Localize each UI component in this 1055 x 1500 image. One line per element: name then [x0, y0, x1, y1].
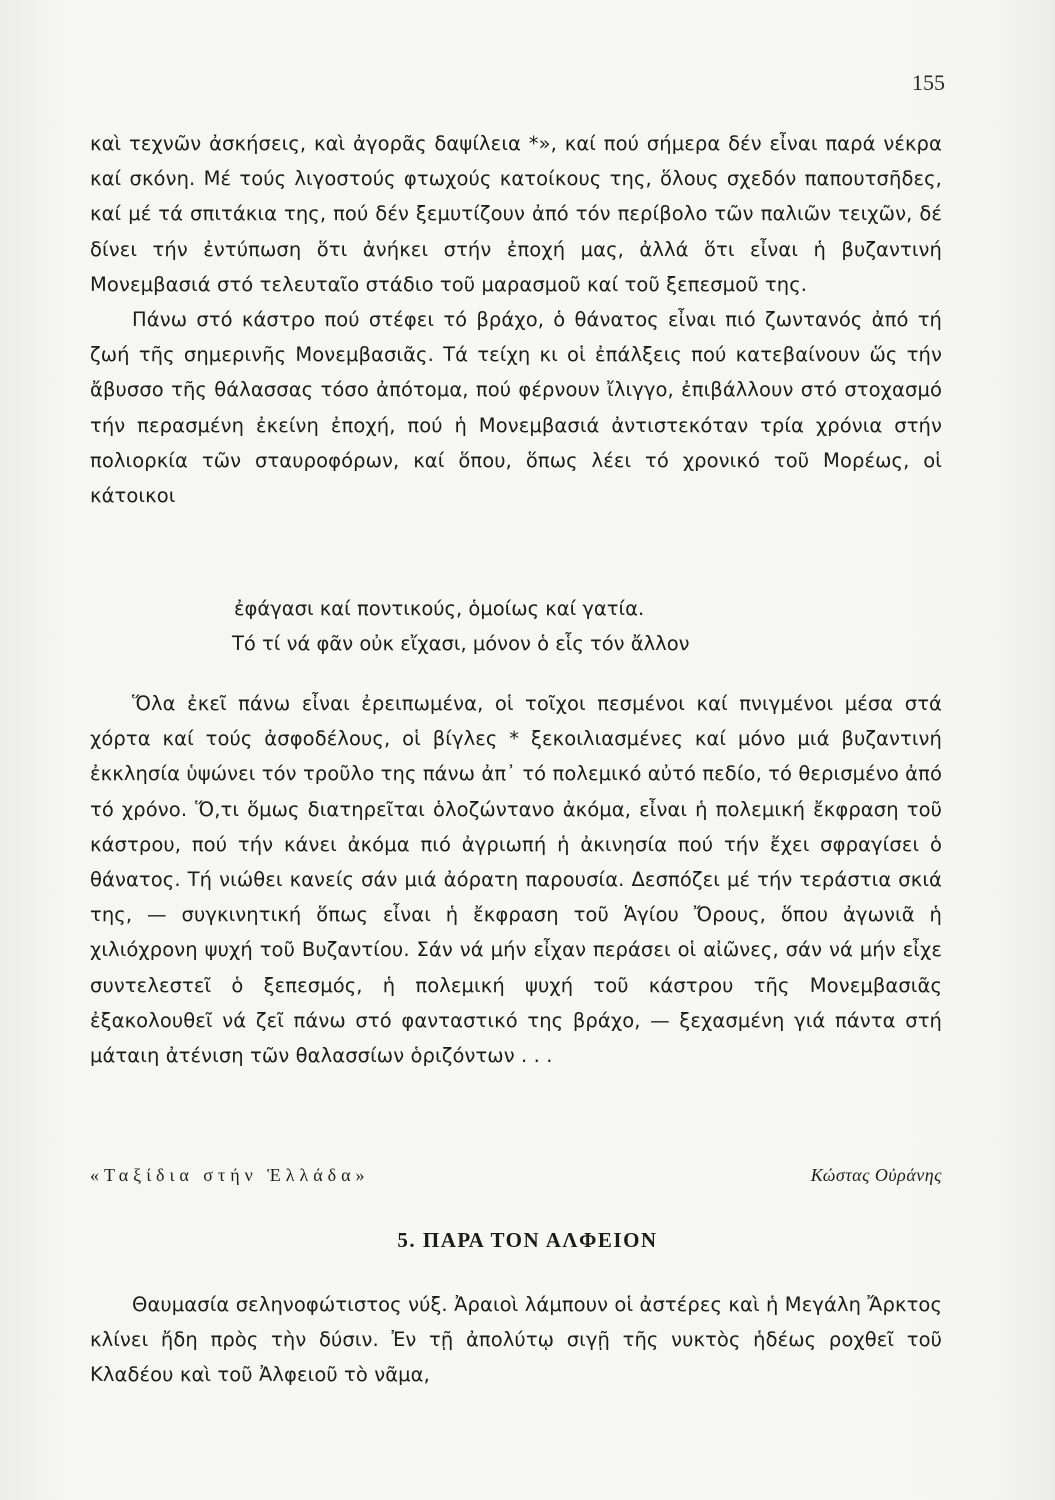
page-number: 155 [912, 70, 945, 95]
paragraph-ruins: Ὅλα ἐκεῖ πάνω εἶναι ἐρειπωμένα, οἱ τοῖχοι πεσμένοι καί πνιγμένοι μέσα στά χόρτα καί τούς ἀσφοδέλους, οἱ βίγλες * ξεκοιλιασμένες καί μόνο μιά βυζαντινή ἐκκλησία ὑψώνει τόν τροῦλο της πάνω ἀπ᾽ τό πολεμικό αὐτό πεδίο, τό θερισμένο ἀπό τό χρόνο. Ὅ,τι ὅμως διατηρεῖται ὁλοζώντανο ἀκόμα, εἶναι ἡ πολεμική ἔκφραση τοῦ κάστρου, πού τήν κάνει ἀκόμα πιό ἀγριωπή ἡ ἀκινησία πού τήν ἔχει σφραγίσει ὁ θάνατος. Τή νιώθει κανείς σάν μιά ἀόρατη παρουσία. Δεσπόζει μέ τήν τεράστια σκιά της, — συγκινητική ὅπως εἶναι ἡ ἔκφραση τοῦ Ἁγίου Ὄρους, ὅπου ἀγωνιᾶ ἡ χιλιόχρονη ψυχή τοῦ Βυζαντίου. Σάν νά μήν εἶχαν περάσει οἱ αἰῶνες, σάν νά μήν εἶχε συντελεστεῖ ὁ ξεπεσμός, ἡ πολεμική ψυχή τοῦ κάστρου τῆς Μονεμβασιᾶς ἐξακολουθεῖ νά ζεῖ πάνω στό φανταστικό της βράχο, — ξεχασμένη γιά πάντα στή μάταιη ἀτένιση τῶν θαλασσίων ὁριζόντων . . . [90, 692, 942, 1068]
opening-text [90, 126, 942, 513]
section-heading: 5. ΠΑΡΑ ΤΟΝ ΑΛΦΕΙΟΝ [397, 1228, 658, 1252]
paragraph-castle: Πάνω στό κάστρο πού στέφει τό βράχο, ὁ θάνατος εἶναι πιό ζωντανός ἀπό τή ζωή τῆς σημερινῆς Μονεμβασιᾶς. Τά τείχη κι οἱ ἐπάλξεις πού κατεβαίνουν ὥς τήν ἄβυσσο τῆς θάλασσας τόσο ἀπότομα, πού φέρνουν ἴλιγγο, ἐπιβάλλουν στό στοχασμό τήν περασμένη ἐκείνη ἐποχή, πού ἡ Μονεμβασιά ἀντιστεκόταν τρία χρόνια στήν πολιορκία τῶν σταυροφόρων, καί ὅπου, ὅπως λέει τό χρονικό τοῦ Μορέως, οἱ κάτοικοι [90, 308, 942, 508]
ruins-text [90, 686, 942, 1073]
source-citation [90, 1165, 942, 1186]
paragraph-alpheios: Θαυμασία σεληνοφώτιστος νύξ. Ἀραιοὶ λάμπουν οἱ ἀστέρες καὶ ἡ Μεγάλη Ἄρκτος κλίνει ἤδη πρὸς τὴν δύσιν. Ἐν τῇ ἀπολύτῳ σιγῇ τῆς νυκτὸς ἡδέως ροχθεῖ τοῦ Κλαδέου καὶ τοῦ Ἀλφειοῦ τὸ νᾶμα, [90, 1293, 942, 1387]
verse-line: ἐφάγασι καί ποντικούς, ὁμοίως καί γατία. [234, 597, 645, 620]
source-author: Κώστας Οὐράνης [810, 1165, 942, 1185]
chronicle-verse [232, 591, 882, 661]
alpheios-text [90, 1287, 942, 1393]
paragraph-continuation: καὶ τεχνῶν ἀσκήσεις, καὶ ἀγορᾶς δαψίλεια *», καί πού σήμερα δέν εἶναι παρά νέκρα καί σκόνη. Μέ τούς λιγοστούς φτωχούς κατοίκους της, ὅλους σχεδόν παπουτσῆδες, καί μέ τά σπιτάκια της, πού δέν ξεμυτίζουν ἀπό τόν περίβολο τῶν παλιῶν τειχῶν, δέ δίνει τήν ἐντύπωση ὅτι ἀνήκει στήν ἐποχή μας, ἀλλά ὅτι εἶναι ἡ βυζαντινή Μονεμβασιά στό τελευταῖο στάδιο τοῦ μαρασμοῦ καί τοῦ ξεπεσμοῦ της. [90, 132, 942, 296]
verse-line: Τό τί νά φᾶν οὐκ εἴχασι, μόνον ὁ εἷς τόν ἄλλον [232, 632, 690, 656]
source-title: «Ταξίδια στήν Ἑλλάδα» [90, 1165, 370, 1185]
